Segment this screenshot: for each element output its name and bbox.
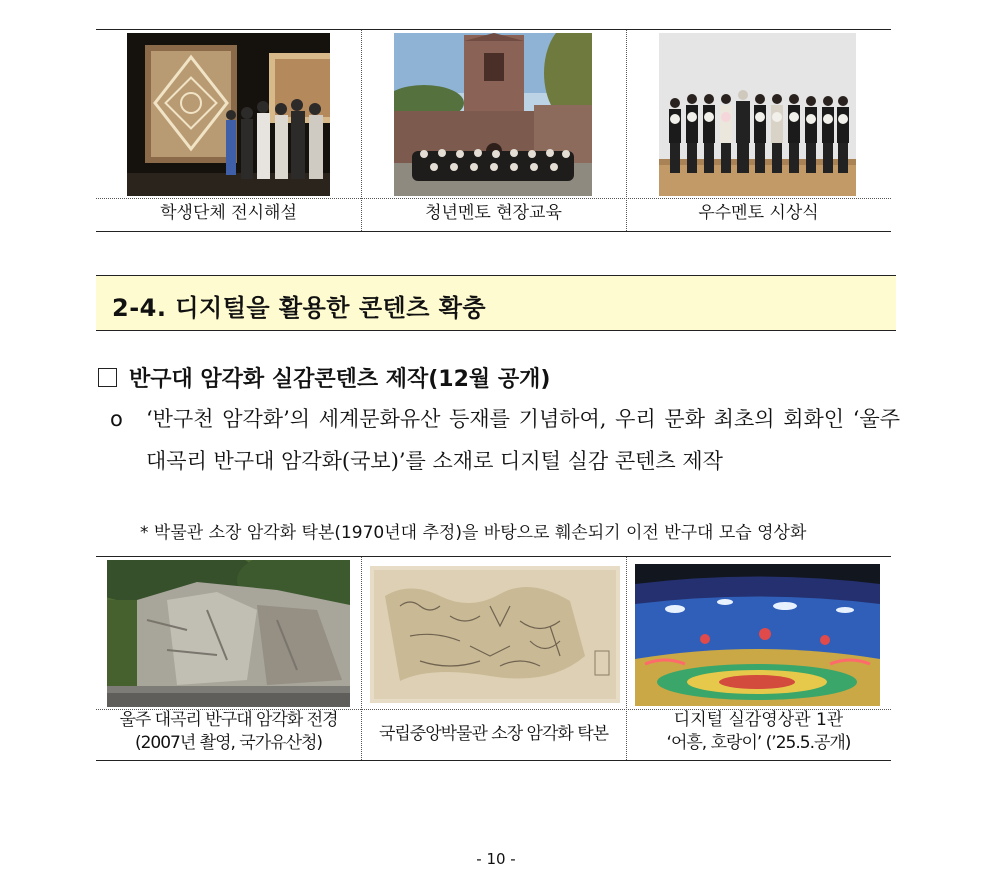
- caption-digital-hall-line2: ‘어흥, 호랑이’ (’25.5.공개): [666, 733, 851, 753]
- caption-digital-hall-line1: 디지털 실감영상관 1관: [673, 710, 844, 730]
- bullet-marker: o: [110, 407, 123, 431]
- caption-cliff-line1: 울주 대곡리 반구대 암각화 전경: [119, 710, 338, 730]
- footnote: * 박물관 소장 암각화 탁본(1970년대 추정)을 바탕으로 훼손되기 이전 반구대 모습 영상화: [140, 523, 807, 543]
- bullet-text: ‘반구천 암각화’의 세계문화유산 등재를 기념하여, 우리 문화 최초의 회화인 ‘울주 대곡리 반구대 암각화(국보)’를 소재로 디지털 실감 콘텐츠 제작: [146, 407, 900, 473]
- section-title: 2-4. 디지털을 활용한 콘텐츠 확충: [112, 294, 487, 322]
- square-bullet-icon: [98, 368, 117, 387]
- bullet-paragraph: [110, 398, 900, 482]
- caption-rubbing: 국립중앙박물관 소장 암각화 탁본: [378, 724, 609, 744]
- bottom-photo-table: [96, 556, 891, 761]
- caption-youth-mentor: 청년멘토 현장교육: [425, 203, 562, 223]
- section-heading: [96, 275, 896, 331]
- top-photo-table: [96, 29, 891, 232]
- caption-cliff-line2: (2007년 촬영, 국가유산청): [134, 733, 323, 753]
- subsection-heading: [98, 362, 550, 393]
- caption-mentor-award: 우수멘토 시상식: [698, 203, 819, 223]
- page-number: - 10 -: [476, 850, 516, 868]
- subsection-title: 반구대 암각화 실감콘텐츠 제작(12월 공개): [129, 367, 551, 392]
- caption-student-exhibition: 학생단체 전시해설: [160, 203, 297, 223]
